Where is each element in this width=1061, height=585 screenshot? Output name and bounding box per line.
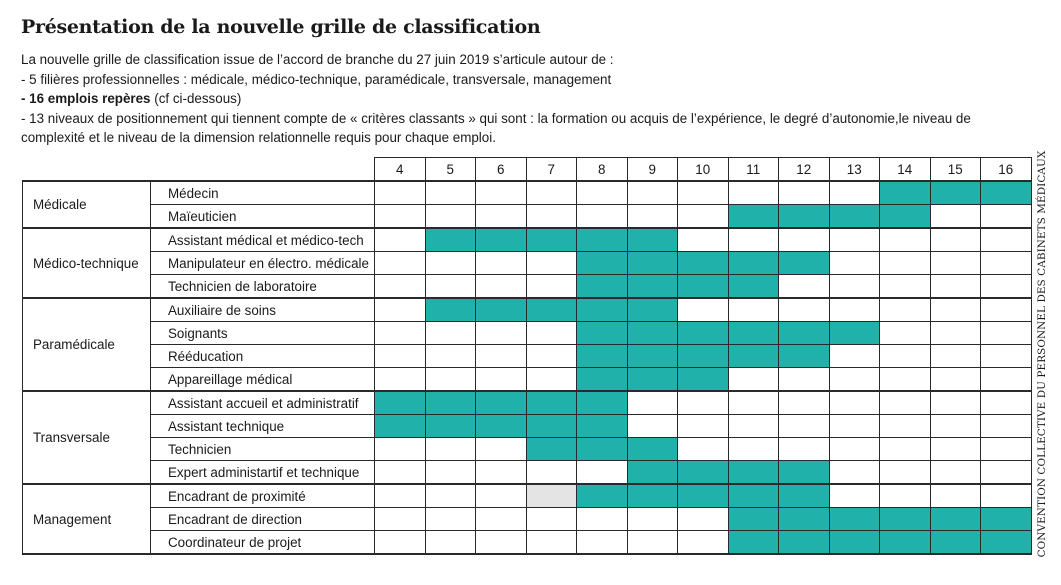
level-cell bbox=[425, 181, 476, 205]
level-cell bbox=[375, 228, 426, 252]
page-title: Présentation de la nouvelle grille de classification bbox=[21, 16, 541, 38]
level-cell bbox=[476, 322, 527, 345]
level-header: 14 bbox=[880, 158, 931, 182]
level-cell bbox=[829, 531, 880, 555]
job-label: Expert administartif et technique bbox=[151, 461, 375, 485]
level-cell bbox=[526, 508, 577, 531]
level-cell bbox=[577, 438, 628, 461]
level-cell bbox=[425, 438, 476, 461]
level-cell bbox=[930, 461, 981, 485]
level-cell bbox=[425, 298, 476, 322]
level-cell bbox=[779, 252, 830, 275]
intro-line: - 13 niveaux de positionnement qui tiennent compte de « critères classants » qui sont : la formation ou acquis de l’expérience, le degré d’autonomie,le niveau de complexité et le niveau de la dimension relationnelle requis pour chaque emploi. bbox=[21, 110, 971, 146]
level-cell bbox=[476, 275, 527, 299]
level-cell bbox=[981, 531, 1032, 555]
level-cell bbox=[728, 228, 779, 252]
level-cell bbox=[981, 415, 1032, 438]
level-cell bbox=[425, 228, 476, 252]
level-cell bbox=[981, 368, 1032, 392]
level-header: 4 bbox=[375, 158, 426, 182]
level-cell bbox=[627, 228, 678, 252]
job-label: Appareillage médical bbox=[151, 368, 375, 392]
level-cell bbox=[829, 205, 880, 229]
level-cell bbox=[375, 205, 426, 229]
level-cell bbox=[627, 484, 678, 508]
level-cell bbox=[728, 345, 779, 368]
level-cell bbox=[981, 461, 1032, 485]
level-cell bbox=[829, 391, 880, 415]
level-cell bbox=[678, 484, 729, 508]
level-cell bbox=[678, 368, 729, 392]
level-cell bbox=[526, 322, 577, 345]
job-row bbox=[23, 438, 1032, 461]
level-cell bbox=[829, 461, 880, 485]
level-cell bbox=[577, 391, 628, 415]
job-label: Assistant médical et médico-tech bbox=[151, 228, 375, 252]
level-cell bbox=[728, 322, 779, 345]
level-cell bbox=[829, 275, 880, 299]
level-cell bbox=[930, 345, 981, 368]
intro-bold: - 16 emplois repères bbox=[21, 91, 151, 107]
level-cell bbox=[476, 298, 527, 322]
level-cell bbox=[829, 228, 880, 252]
level-cell bbox=[930, 322, 981, 345]
job-row bbox=[23, 322, 1032, 345]
level-cell bbox=[425, 205, 476, 229]
level-cell bbox=[728, 461, 779, 485]
level-cell bbox=[577, 181, 628, 205]
level-cell bbox=[829, 252, 880, 275]
job-row bbox=[23, 345, 1032, 368]
level-cell bbox=[577, 252, 628, 275]
family-label: Médicale bbox=[23, 181, 151, 228]
level-cell bbox=[375, 531, 426, 555]
intro-line bbox=[21, 89, 1036, 109]
level-cell bbox=[981, 438, 1032, 461]
level-cell bbox=[930, 531, 981, 555]
level-cell bbox=[779, 461, 830, 485]
level-cell bbox=[678, 298, 729, 322]
level-cell bbox=[880, 461, 931, 485]
level-cell bbox=[930, 205, 981, 229]
level-cell bbox=[476, 415, 527, 438]
level-cell bbox=[577, 484, 628, 508]
level-cell bbox=[779, 368, 830, 392]
level-cell bbox=[425, 531, 476, 555]
grid-body bbox=[23, 181, 1032, 554]
job-row bbox=[23, 415, 1032, 438]
level-cell bbox=[476, 228, 527, 252]
level-cell bbox=[526, 228, 577, 252]
level-cell bbox=[678, 181, 729, 205]
job-label: Rééducation bbox=[151, 345, 375, 368]
level-cell bbox=[425, 415, 476, 438]
level-cell bbox=[880, 181, 931, 205]
level-cell bbox=[678, 531, 729, 555]
level-cell bbox=[880, 275, 931, 299]
level-cell bbox=[425, 391, 476, 415]
level-cell bbox=[930, 228, 981, 252]
job-label: Coordinateur de projet bbox=[151, 531, 375, 555]
level-cell bbox=[880, 345, 931, 368]
job-row bbox=[23, 484, 1032, 508]
level-cell bbox=[728, 368, 779, 392]
level-cell bbox=[627, 275, 678, 299]
side-label bbox=[1031, 150, 1053, 558]
level-cell bbox=[728, 415, 779, 438]
level-cell bbox=[577, 508, 628, 531]
level-cell bbox=[678, 438, 729, 461]
level-cell bbox=[678, 275, 729, 299]
level-cell bbox=[930, 368, 981, 392]
job-row bbox=[23, 205, 1032, 229]
level-cell bbox=[981, 508, 1032, 531]
level-header: 9 bbox=[627, 158, 678, 182]
job-row bbox=[23, 252, 1032, 275]
level-cell bbox=[981, 228, 1032, 252]
intro-text bbox=[21, 50, 1036, 148]
intro-line: La nouvelle grille de classification issue de l’accord de branche du 27 juin 2019 s’articule autour de : bbox=[21, 52, 614, 67]
level-cell bbox=[526, 345, 577, 368]
level-cell bbox=[476, 181, 527, 205]
level-cell bbox=[375, 461, 426, 485]
level-header: 11 bbox=[728, 158, 779, 182]
level-cell bbox=[981, 181, 1032, 205]
level-cell bbox=[375, 298, 426, 322]
level-cell bbox=[577, 322, 628, 345]
level-cell bbox=[880, 252, 931, 275]
level-cell bbox=[880, 508, 931, 531]
level-cell bbox=[880, 415, 931, 438]
level-cell bbox=[829, 415, 880, 438]
level-cell bbox=[375, 484, 426, 508]
level-cell bbox=[829, 368, 880, 392]
level-cell bbox=[375, 345, 426, 368]
level-cell bbox=[577, 275, 628, 299]
level-cell bbox=[728, 484, 779, 508]
level-cell bbox=[880, 368, 931, 392]
level-cell bbox=[375, 252, 426, 275]
level-cell bbox=[779, 345, 830, 368]
level-cell bbox=[930, 484, 981, 508]
level-cell bbox=[425, 322, 476, 345]
level-cell bbox=[930, 391, 981, 415]
level-cell bbox=[930, 181, 981, 205]
level-header: 12 bbox=[779, 158, 830, 182]
level-cell bbox=[476, 252, 527, 275]
level-cell bbox=[930, 252, 981, 275]
level-cell bbox=[829, 298, 880, 322]
level-header: 6 bbox=[476, 158, 527, 182]
level-cell bbox=[981, 275, 1032, 299]
job-label: Médecin bbox=[151, 181, 375, 205]
job-row bbox=[23, 181, 1032, 205]
job-label: Technicien bbox=[151, 438, 375, 461]
level-cell bbox=[627, 205, 678, 229]
level-cell bbox=[627, 508, 678, 531]
level-cell bbox=[779, 415, 830, 438]
job-label: Soignants bbox=[151, 322, 375, 345]
job-row bbox=[23, 228, 1032, 252]
level-cell bbox=[678, 508, 729, 531]
level-cell bbox=[728, 298, 779, 322]
level-cell bbox=[779, 438, 830, 461]
level-cell bbox=[829, 345, 880, 368]
level-cell bbox=[526, 461, 577, 485]
level-cell bbox=[728, 531, 779, 555]
level-cell bbox=[779, 391, 830, 415]
level-cell bbox=[627, 345, 678, 368]
level-cell bbox=[678, 415, 729, 438]
level-cell bbox=[425, 461, 476, 485]
level-cell bbox=[930, 415, 981, 438]
level-header: 10 bbox=[678, 158, 729, 182]
level-cell bbox=[728, 438, 779, 461]
level-cell bbox=[577, 228, 628, 252]
level-cell bbox=[627, 181, 678, 205]
level-cell bbox=[627, 438, 678, 461]
level-cell bbox=[930, 438, 981, 461]
level-cell bbox=[678, 461, 729, 485]
level-cell bbox=[577, 368, 628, 392]
level-cell bbox=[526, 205, 577, 229]
intro-rest: (cf ci-dessous) bbox=[150, 91, 242, 107]
level-cell bbox=[577, 345, 628, 368]
level-cell bbox=[476, 508, 527, 531]
level-cell bbox=[678, 252, 729, 275]
level-cell bbox=[526, 438, 577, 461]
level-cell bbox=[526, 298, 577, 322]
job-label: Manipulateur en électro. médicale bbox=[151, 252, 375, 275]
level-cell bbox=[728, 181, 779, 205]
level-cell bbox=[779, 205, 830, 229]
level-cell bbox=[981, 391, 1032, 415]
level-cell bbox=[526, 531, 577, 555]
level-cell bbox=[476, 531, 527, 555]
level-cell bbox=[678, 228, 729, 252]
level-cell bbox=[375, 508, 426, 531]
level-cell bbox=[678, 345, 729, 368]
level-cell bbox=[425, 484, 476, 508]
level-header-row bbox=[23, 158, 1032, 182]
level-cell bbox=[526, 415, 577, 438]
job-row bbox=[23, 275, 1032, 299]
level-cell bbox=[728, 252, 779, 275]
level-cell bbox=[476, 438, 527, 461]
family-label: Paramédicale bbox=[23, 298, 151, 391]
level-cell bbox=[375, 415, 426, 438]
header-spacer bbox=[151, 158, 375, 182]
level-cell bbox=[627, 531, 678, 555]
job-row bbox=[23, 508, 1032, 531]
level-cell bbox=[930, 275, 981, 299]
level-cell bbox=[728, 275, 779, 299]
level-cell bbox=[375, 438, 426, 461]
job-label: Technicien de laboratoire bbox=[151, 275, 375, 299]
level-cell bbox=[779, 484, 830, 508]
level-cell bbox=[375, 391, 426, 415]
job-label: Auxiliaire de soins bbox=[151, 298, 375, 322]
job-label: Assistant technique bbox=[151, 415, 375, 438]
level-cell bbox=[476, 391, 527, 415]
level-cell bbox=[526, 368, 577, 392]
level-cell bbox=[829, 181, 880, 205]
level-cell bbox=[526, 275, 577, 299]
level-cell bbox=[779, 228, 830, 252]
classification-grid bbox=[22, 157, 1032, 555]
level-cell bbox=[627, 368, 678, 392]
level-cell bbox=[425, 368, 476, 392]
level-cell bbox=[981, 252, 1032, 275]
level-cell bbox=[526, 181, 577, 205]
level-header: 15 bbox=[930, 158, 981, 182]
level-cell bbox=[627, 252, 678, 275]
job-label: Encadrant de proximité bbox=[151, 484, 375, 508]
level-cell bbox=[375, 322, 426, 345]
level-cell bbox=[526, 391, 577, 415]
level-cell bbox=[829, 438, 880, 461]
level-cell bbox=[880, 438, 931, 461]
level-cell bbox=[981, 345, 1032, 368]
level-cell bbox=[829, 484, 880, 508]
job-row bbox=[23, 298, 1032, 322]
level-cell bbox=[577, 205, 628, 229]
level-cell bbox=[779, 181, 830, 205]
intro-line: - 5 filières professionnelles : médicale, médico-technique, paramédicale, transversale, management bbox=[21, 71, 612, 87]
level-cell bbox=[880, 484, 931, 508]
level-cell bbox=[425, 345, 476, 368]
job-row bbox=[23, 368, 1032, 392]
job-row bbox=[23, 461, 1032, 485]
job-label: Encadrant de direction bbox=[151, 508, 375, 531]
level-cell bbox=[930, 508, 981, 531]
level-cell bbox=[678, 205, 729, 229]
level-cell bbox=[577, 531, 628, 555]
level-cell bbox=[930, 298, 981, 322]
level-cell bbox=[476, 205, 527, 229]
level-cell bbox=[627, 415, 678, 438]
level-cell bbox=[779, 275, 830, 299]
level-cell bbox=[627, 391, 678, 415]
header-spacer bbox=[23, 158, 151, 182]
level-cell bbox=[678, 322, 729, 345]
level-cell bbox=[829, 508, 880, 531]
level-cell bbox=[577, 415, 628, 438]
level-cell bbox=[880, 228, 931, 252]
level-cell bbox=[880, 322, 931, 345]
level-cell bbox=[880, 298, 931, 322]
job-row bbox=[23, 531, 1032, 555]
level-cell bbox=[880, 391, 931, 415]
job-label: Assistant accueil et administratif bbox=[151, 391, 375, 415]
level-cell bbox=[425, 275, 476, 299]
level-cell bbox=[779, 298, 830, 322]
family-label: Transversale bbox=[23, 391, 151, 484]
family-label: Management bbox=[23, 484, 151, 554]
level-cell bbox=[577, 461, 628, 485]
level-cell bbox=[728, 391, 779, 415]
level-cell bbox=[425, 252, 476, 275]
level-cell bbox=[627, 461, 678, 485]
level-header: 8 bbox=[577, 158, 628, 182]
level-cell bbox=[476, 484, 527, 508]
job-label: Maïeuticien bbox=[151, 205, 375, 229]
level-cell bbox=[375, 368, 426, 392]
level-cell bbox=[779, 322, 830, 345]
level-cell bbox=[728, 205, 779, 229]
level-cell bbox=[779, 508, 830, 531]
side-label-text: CONVENTION COLLECTIVE DU PERSONNEL DES CABINETS MÉDICAUX bbox=[1036, 150, 1048, 558]
job-row bbox=[23, 391, 1032, 415]
level-cell bbox=[981, 484, 1032, 508]
level-cell bbox=[779, 531, 830, 555]
level-cell bbox=[476, 461, 527, 485]
level-cell bbox=[375, 181, 426, 205]
family-label: Médico-technique bbox=[23, 228, 151, 298]
level-cell bbox=[577, 298, 628, 322]
level-cell bbox=[627, 322, 678, 345]
level-cell bbox=[678, 391, 729, 415]
level-cell bbox=[526, 252, 577, 275]
level-header: 13 bbox=[829, 158, 880, 182]
level-cell bbox=[981, 322, 1032, 345]
level-cell bbox=[728, 508, 779, 531]
level-cell bbox=[981, 298, 1032, 322]
level-cell bbox=[981, 205, 1032, 229]
level-cell bbox=[829, 322, 880, 345]
level-header: 7 bbox=[526, 158, 577, 182]
level-cell bbox=[880, 531, 931, 555]
level-cell bbox=[425, 508, 476, 531]
level-cell bbox=[627, 298, 678, 322]
level-cell bbox=[476, 345, 527, 368]
level-cell bbox=[526, 484, 577, 508]
level-header: 5 bbox=[425, 158, 476, 182]
level-header: 16 bbox=[981, 158, 1032, 182]
level-cell bbox=[375, 275, 426, 299]
level-cell bbox=[880, 205, 931, 229]
level-cell bbox=[476, 368, 527, 392]
